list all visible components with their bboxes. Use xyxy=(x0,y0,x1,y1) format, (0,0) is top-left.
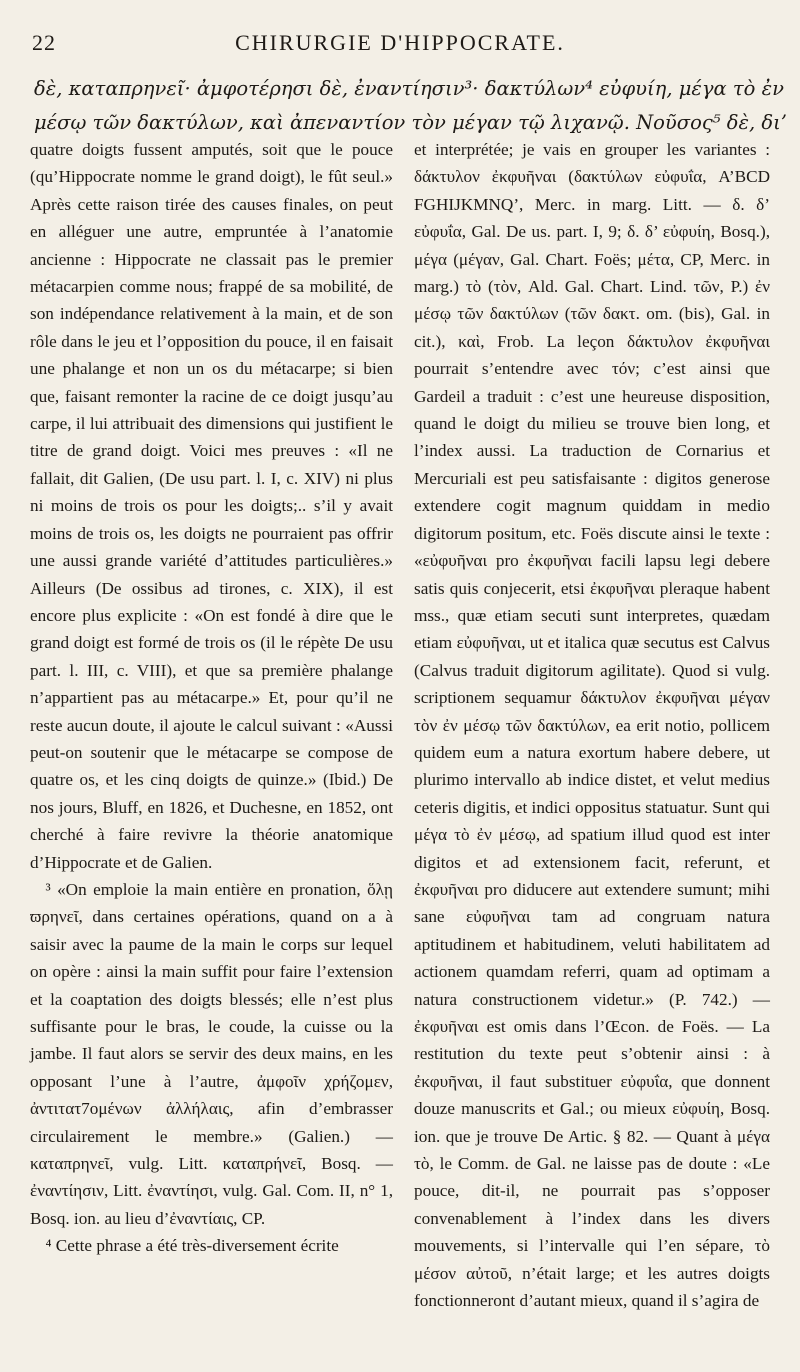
left-column xyxy=(30,136,393,1260)
page-number: 22 xyxy=(32,30,56,55)
left-paragraph: quatre doigts fussent amputés, soit que le pouce (qu’Hippocrate nomme le grand doigt), le fût seul.» Après cette raison tirée des causes finales, on peut en alléguer une autre, empruntée à l’anatomie ancienne : Hippocrate ne classait pas le premier métacarpien comme nous; frappé de sa mobilité, de son indépendance relativement à la main, et de son rôle dans le jeu et l’opposition du pouce, il en faisait une phalange et non un os du métacarpe; si bien que, faisant remonter la racine de ce doigt jusqu’au carpe, il lui attribuait des dimensions qui justifient le titre de grand doigt. Voici mes preuves : «Il ne fallait, dit Galien, (De usu part. l. I, c. XIV) ni plus ni moins de trois os pour les doigts;.. s’il y avait moins de trois os, les doigts ne pourraient pas offrir une aussi grande variété d’attitudes particulières.» Ailleurs (De ossibus ad tirones, c. XIX), il est encore plus explicite : «On est fondé à dire que le grand doigt est formé de trois os (il le répète De usu part. l. III, c. VIII), et que sa première phalange n’appartient pas au métacarpe.» Et, pour qu’il ne reste aucun doute, il ajoute le calcul suivant : «Aussi peut-on soutenir que le métacarpe se compose de quatre os, et les cinq doigts de quinze.» (Ibid.) De nos jours, Bluff, en 1826, et Duchesne, en 1852, ont cherché à faire revivre la théorie anatomique d’Hippocrate et de Galien. xyxy=(30,140,393,872)
running-title: CHIRURGIE D'HIPPOCRATE. xyxy=(235,30,565,55)
footnote-4-start: ⁴ Cette phrase a été très-diversement écrite xyxy=(45,1236,339,1256)
footnote-3: ³ «On emploie la main entière en pronation, ὅλῃ ϖρηνεῖ, dans certaines opérations, quand on a à saisir avec la paume de la main le corps sur lequel on opère : ainsi la main suffit pour faire l’extension et la coaptation des doigts blessés; elle n’est plus suffisante pour le bras, le coude, la cuisse ou la jambe. Il faut alors se servir des deux mains, en les opposant l’une à l’autre, ἀμφοῖν χρήζομεν, ἀντιτατ7ομένων ἀλλήλαις, afin d’embrasser circulairement le membre.» (Galien.) — καταπρηνεῖ, vulg. Litt. καταπρήνεῖ, Bosq. — ἐναντίησιν, Litt. ἐναντίησι, vulg. Gal. Com. II, n° 1, Bosq. ion. au lieu d’ἐναντίαις, CP. xyxy=(30,879,393,1228)
page-header xyxy=(30,30,770,60)
greek-line-2: μέσῳ τῶν δακτύλων, καὶ ἀπεναντίον τὸν μέγαν τῷ λιχανῷ. Νοῦσος⁵ δὲ, δι’ xyxy=(34,111,787,134)
right-column xyxy=(414,136,770,1314)
greek-text-block xyxy=(34,72,787,140)
right-paragraph: et interprétée; je vais en grouper les variantes : δάκτυλον ἐκφυῆναι (δακτύλων εὐφυΐα, A’BCD FGHIJKMNQ’, Merc. in marg. Litt. — δ. δ’ εὐφυΐα, Gal. De us. part. I, 9; δ. δ’ εὐφυίη, Bosq.), μέγα (μέγαν, Gal. Chart. Foës; μέτα, CP, Merc. in marg.) τὸ (τὸν, Ald. Gal. Chart. Lind. τῶν, P.) ἐν μέσῳ τῶν δακτύλων (τῶν δακτ. om. (bis), Gal. in cit.), καὶ, Frob. La leçon δάκτυλον ἐκφυῆναι pourrait s’entendre avec τόν; c’est ainsi que Gardeil a traduit : c’est une heureuse disposition, quand le doigt du milieu se trouve bien long, et l’index aussi. La traduction de Cornarius et Mercuriali est peu satisfaisante : digitos generose extendere cogit magnum quiddam in medio digitorum positum, etc. Foës discute ainsi le texte : «εὐφυῆναι pro ἐκφυῆναι facili lapsu legi debere satis quis conjecerit, etsi ἐκφυῆναι pleraque habent mss., quæ etiam secuti sunt interpretes, quædam etiam εὐφυῆναι, ut et italica quæ secutus est Calvus (Calvus traduit digitorum agilitate). Quod si vulg. scriptionem sequamur δάκτυλον ἐκφυῆναι μέγαν τὸν ἐν μέσῳ τῶν δακτύλων, ea erit notio, pollicem quidem eum a natura exortum habere debere, ut plurimo intervallo ab indice distet, et velut medius ceteris digitis, et indici oppositus statuatur. Sunt qui μέγα τὸ ἐν μέσῳ, ad spatium illud quod est inter digitos et ad extensionem facit, referunt, et ἐκφυῆναι pro diducere aut extendere sumunt; mihi sane εὐφυῆναι tam ad congruam natura aptitudinem et habitudinem, veluti habilitatem ad actionem quamdam referri, quam ad optimam a natura constructionem videtur.» (P. 742.) — ἐκφυῆναι est omis dans l’Œcon. de Foës. — La restitution du texte peut s’obtenir ainsi : à ἐκφυῆναι, il faut substituer εὐφυΐα, que donnent douze manuscrits et Gal.; ou mieux εὐφυίη, Bosq. ion. que je trouve De Artic. § 82. — Quant à μέγα τὸ, le Comm. de Gal. ne laisse pas de doute : «Le pouce, dit-il, ne pourrait pas s’opposer convenablement à l’index dans les divers mouvements, si l’intervalle qui l’en sépare, τὸ μέσον αὐτοῦ, n’était large; et les autres doigts fonctionneront d’autant mieux, quand il s’agira de xyxy=(414,140,770,1311)
greek-line-1: δὲ, καταπρηνεῖ· ἀμφοτέρησι δὲ, ἐναντίησιν³· δακτύλων⁴ εὐφυίη, μέγα τὸ ἐν xyxy=(34,77,784,100)
